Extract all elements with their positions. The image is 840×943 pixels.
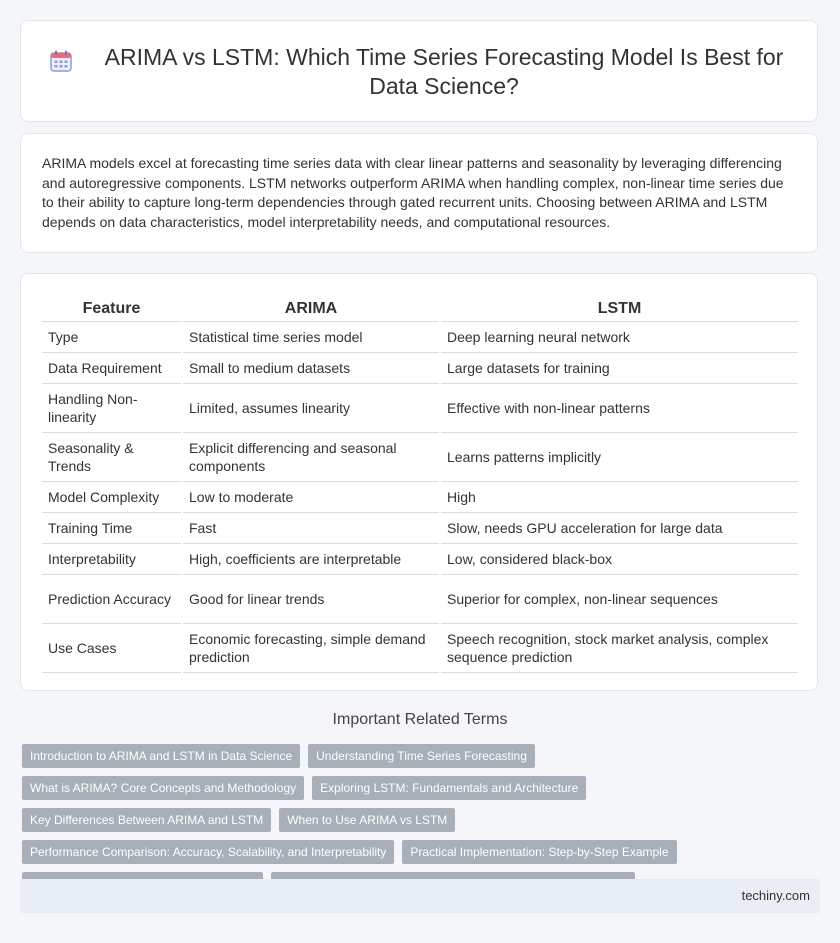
table-row xyxy=(42,322,798,353)
related-term-tag[interactable]: Introduction to ARIMA and LSTM in Data Science xyxy=(22,744,300,768)
related-terms-list xyxy=(22,744,822,896)
header-arima: ARIMA xyxy=(182,294,440,322)
related-terms-heading: Important Related Terms xyxy=(332,711,508,728)
cell-lstm: Effective with non-linear patterns xyxy=(440,384,798,433)
page-title: ARIMA vs LSTM: Which Time Series Forecasting Model Is Best for Data Science? xyxy=(104,44,784,99)
cell-feature: Handling Non-linearity xyxy=(42,384,182,433)
cell-lstm: High xyxy=(440,482,798,513)
table-row xyxy=(42,624,798,673)
table-row xyxy=(42,384,798,433)
comparison-card xyxy=(20,273,818,691)
cell-lstm: Speech recognition, stock market analysis, complex sequence prediction xyxy=(440,624,798,673)
related-term-tag[interactable]: Practical Implementation: Step-by-Step Example xyxy=(402,840,676,864)
cell-feature: Use Cases xyxy=(42,624,182,673)
table-header-row xyxy=(42,294,798,322)
cell-feature: Interpretability xyxy=(42,544,182,575)
related-term-tag[interactable]: Performance Comparison: Accuracy, Scalability, and Interpretability xyxy=(22,840,394,864)
related-term-tag[interactable]: What is ARIMA? Core Concepts and Methodology xyxy=(22,776,304,800)
cell-lstm: Learns patterns implicitly xyxy=(440,433,798,482)
cell-feature: Data Requirement xyxy=(42,353,182,384)
cell-lstm: Superior for complex, non-linear sequences xyxy=(440,575,798,624)
header-lstm: LSTM xyxy=(440,294,798,322)
table-row xyxy=(42,544,798,575)
footer xyxy=(20,879,820,913)
cell-lstm: Slow, needs GPU acceleration for large data xyxy=(440,513,798,544)
table-row xyxy=(42,513,798,544)
intro-paragraph: ARIMA models excel at forecasting time series data with clear linear patterns and seasonality by leveraging differencing and autoregressive components. LSTM networks outperform ARIMA when handling complex, non-linear time series due to their ability to capture long-term dependencies through gated recurrent units. Choosing between ARIMA and LSTM depends on data characteristics, model interpretability needs, and computational resources. xyxy=(42,155,784,230)
cell-arima: Statistical time series model xyxy=(182,322,440,353)
cell-arima: Explicit differencing and seasonal components xyxy=(182,433,440,482)
related-term-tag[interactable]: Key Differences Between ARIMA and LSTM xyxy=(22,808,271,832)
title-card xyxy=(20,20,818,122)
related-term-tag[interactable]: When to Use ARIMA vs LSTM xyxy=(279,808,455,832)
table-row xyxy=(42,575,798,624)
cell-feature: Prediction Accuracy xyxy=(42,575,182,624)
table-row xyxy=(42,353,798,384)
related-term-tag[interactable]: Understanding Time Series Forecasting xyxy=(308,744,535,768)
cell-feature: Training Time xyxy=(42,513,182,544)
cell-lstm: Low, considered black-box xyxy=(440,544,798,575)
cell-feature: Type xyxy=(42,322,182,353)
cell-arima: Fast xyxy=(182,513,440,544)
cell-lstm: Deep learning neural network xyxy=(440,322,798,353)
table-row xyxy=(42,482,798,513)
cell-arima: Limited, assumes linearity xyxy=(182,384,440,433)
cell-arima: High, coefficients are interpretable xyxy=(182,544,440,575)
footer-site-link[interactable]: techiny.com xyxy=(741,888,810,903)
intro-card xyxy=(20,133,818,253)
header-feature: Feature xyxy=(42,294,182,322)
table-row xyxy=(42,433,798,482)
comparison-table xyxy=(42,294,798,673)
calendar-icon xyxy=(49,49,73,73)
cell-arima: Good for linear trends xyxy=(182,575,440,624)
cell-feature: Model Complexity xyxy=(42,482,182,513)
cell-feature: Seasonality & Trends xyxy=(42,433,182,482)
related-term-tag[interactable]: Exploring LSTM: Fundamentals and Architecture xyxy=(312,776,586,800)
cell-arima: Small to medium datasets xyxy=(182,353,440,384)
cell-arima: Economic forecasting, simple demand prediction xyxy=(182,624,440,673)
cell-arima: Low to moderate xyxy=(182,482,440,513)
cell-lstm: Large datasets for training xyxy=(440,353,798,384)
